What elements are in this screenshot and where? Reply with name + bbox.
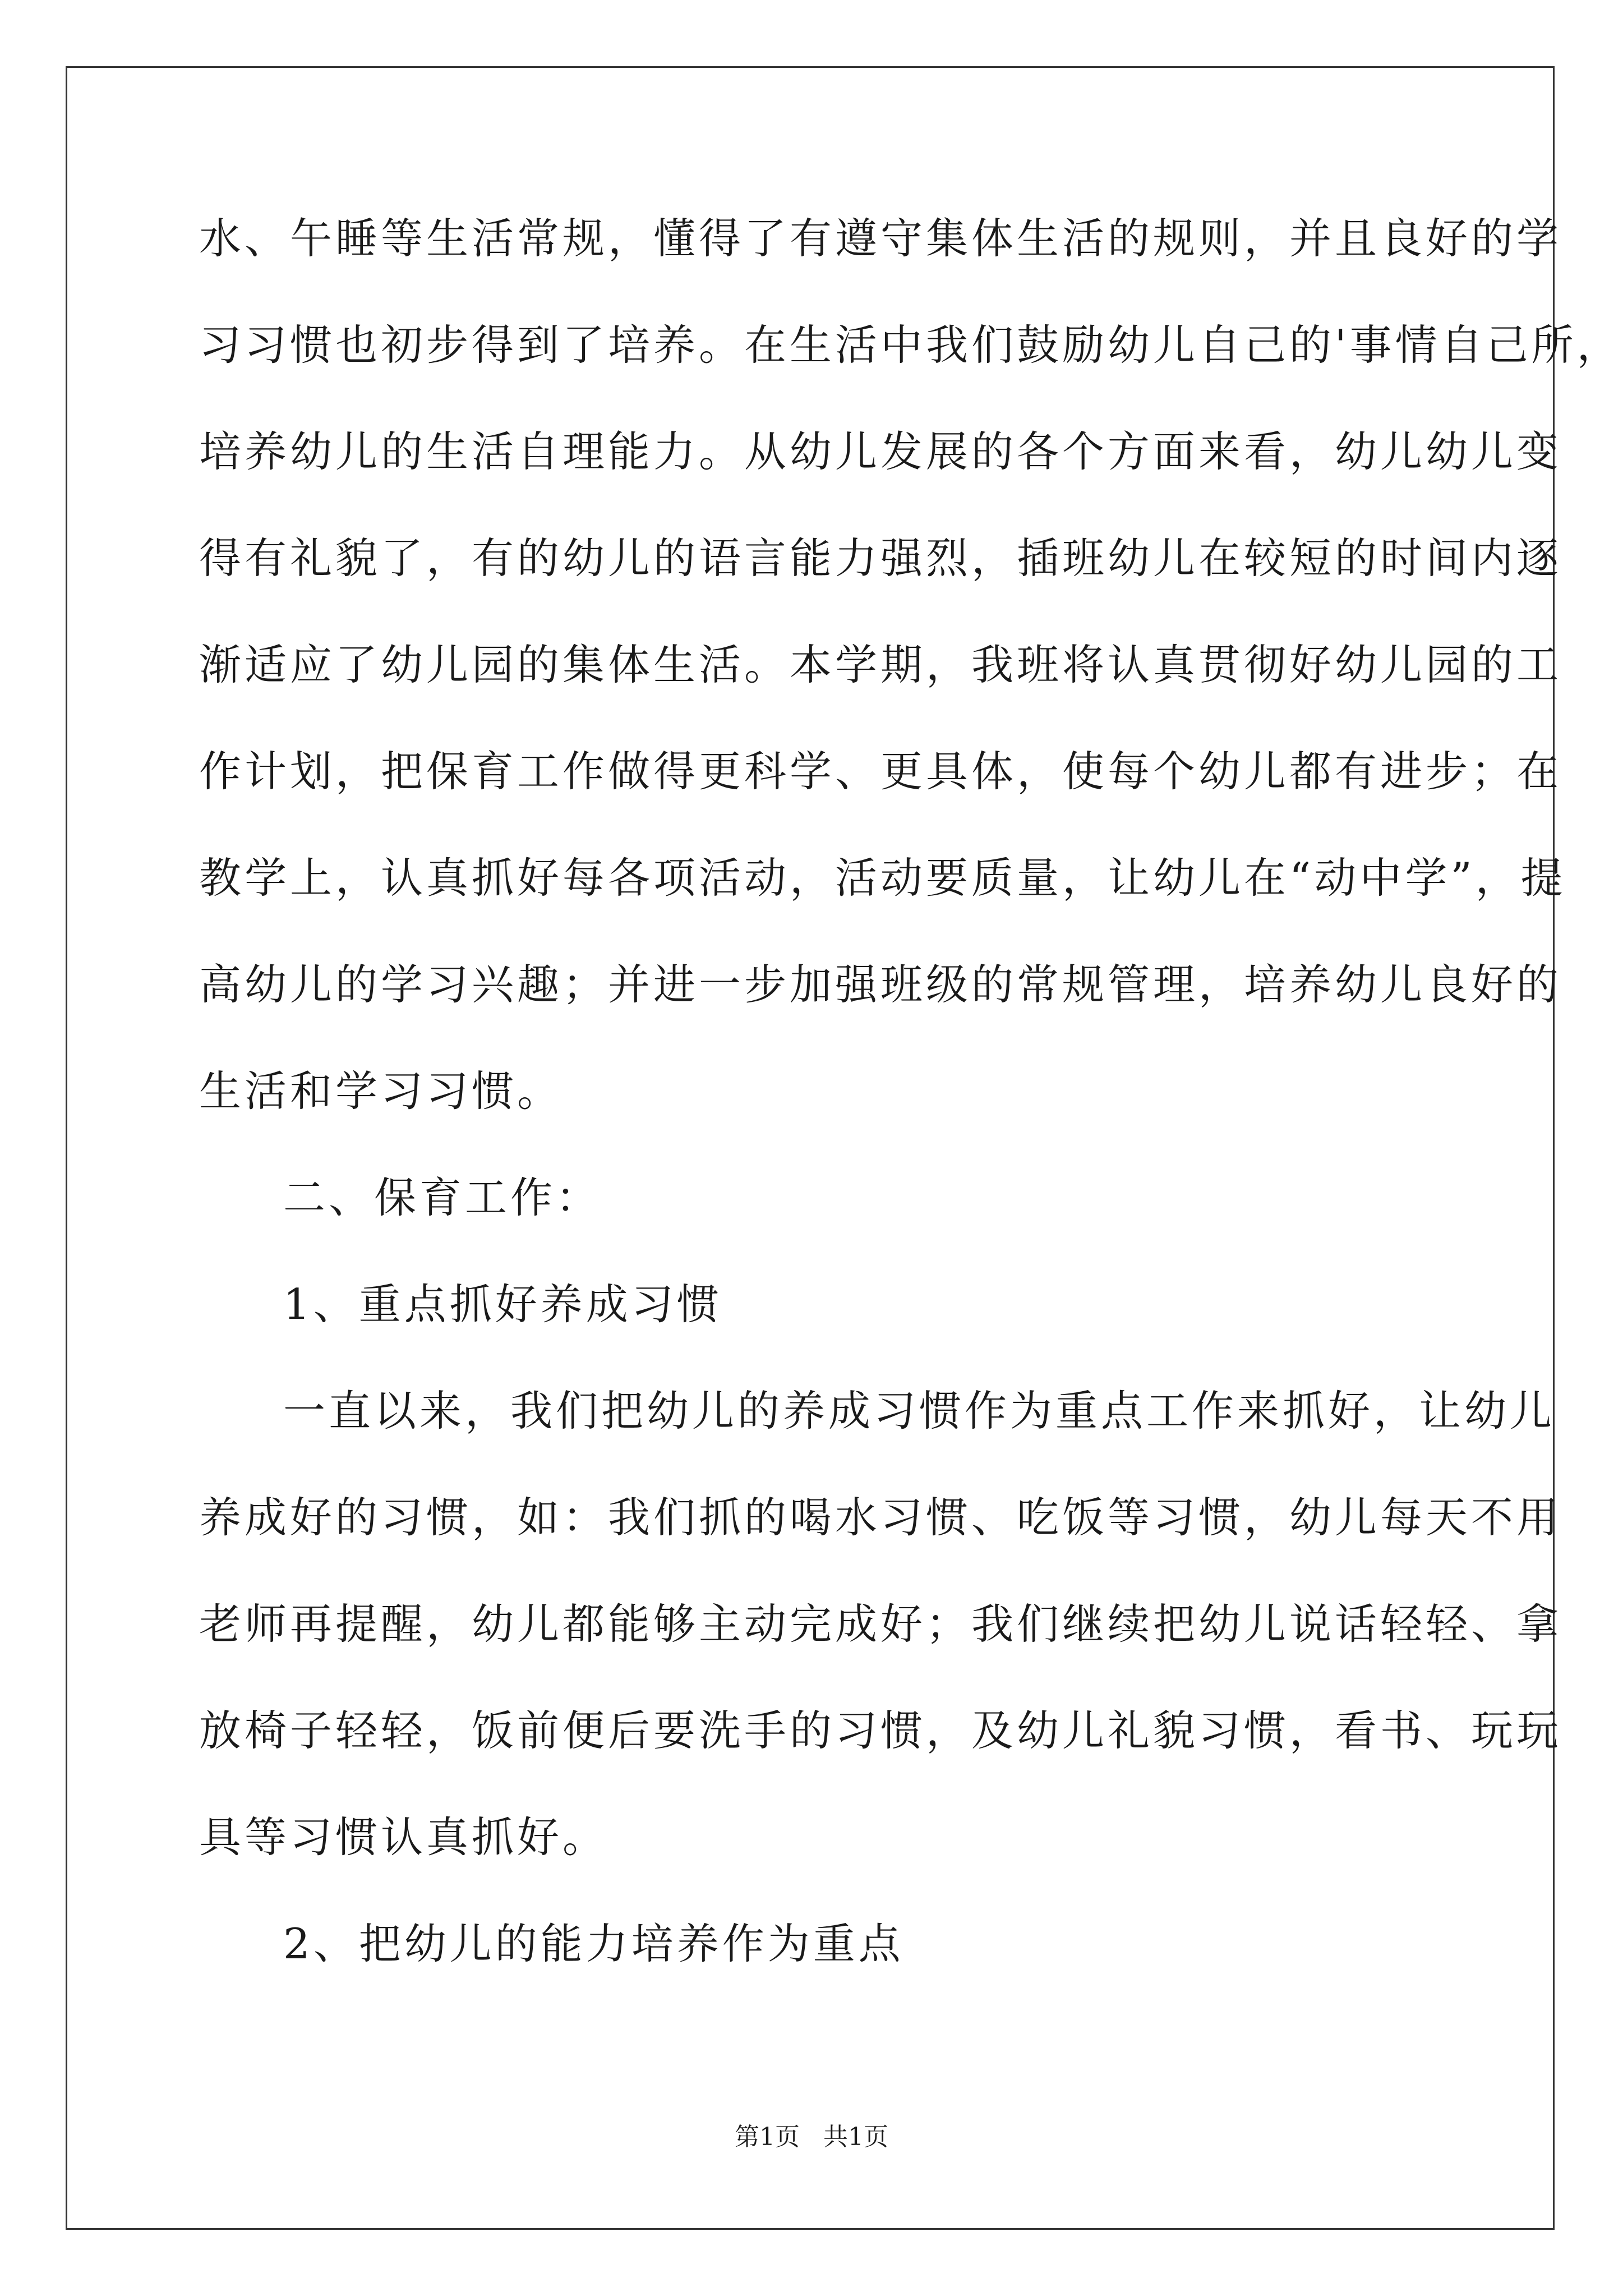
text-line: 一直以来，我们把幼儿的养成习惯作为重点工作来抓好，让幼儿 [283,1386,1556,1435]
subsection-heading: 1、重点抓好养成习惯 [283,1280,722,1329]
text-line: 具等习惯认真抓好。 [199,1812,608,1862]
text-line: 习习惯也初步得到了培养。在生活中我们鼓励幼儿自己的'事情自己所， [199,320,1622,370]
page-border [66,66,1555,2230]
text-line: 教学上，认真抓好每各项活动，活动要质量，让幼儿在“动中学”，提 [199,853,1566,903]
text-line: 培养幼儿的生活自理能力。从幼儿发展的各个方面来看，幼儿幼儿变 [199,427,1562,476]
section-heading: 二、保育工作： [283,1173,602,1222]
text-line: 水、午睡等生活常规，懂得了有遵守集体生活的规则，并且良好的学 [199,214,1562,263]
text-line: 得有礼貌了，有的幼儿的语言能力强烈，插班幼儿在较短的时间内逐 [199,533,1562,583]
text-line: 放椅子轻轻，饭前便后要洗手的习惯，及幼儿礼貌习惯，看书、玩玩 [199,1706,1562,1755]
text-line: 高幼儿的学习兴趣；并进一步加强班级的常规管理，培养幼儿良好的 [199,960,1562,1009]
page-footer: 第1页 共1页 [735,2123,888,2151]
text-line: 养成好的习惯，如：我们抓的喝水习惯、吃饭等习惯，幼儿每天不用 [199,1493,1562,1542]
text-line: 生活和学习习惯。 [199,1066,563,1116]
text-line: 渐适应了幼儿园的集体生活。本学期，我班将认真贯彻好幼儿园的工 [199,640,1562,689]
text-line: 作计划，把保育工作做得更科学、更具体，使每个幼儿都有进步；在 [199,747,1562,796]
subsection-heading: 2、把幼儿的能力培养作为重点 [283,1919,904,1968]
text-line: 老师再提醒，幼儿都能够主动完成好；我们继续把幼儿说话轻轻、拿 [199,1599,1562,1649]
